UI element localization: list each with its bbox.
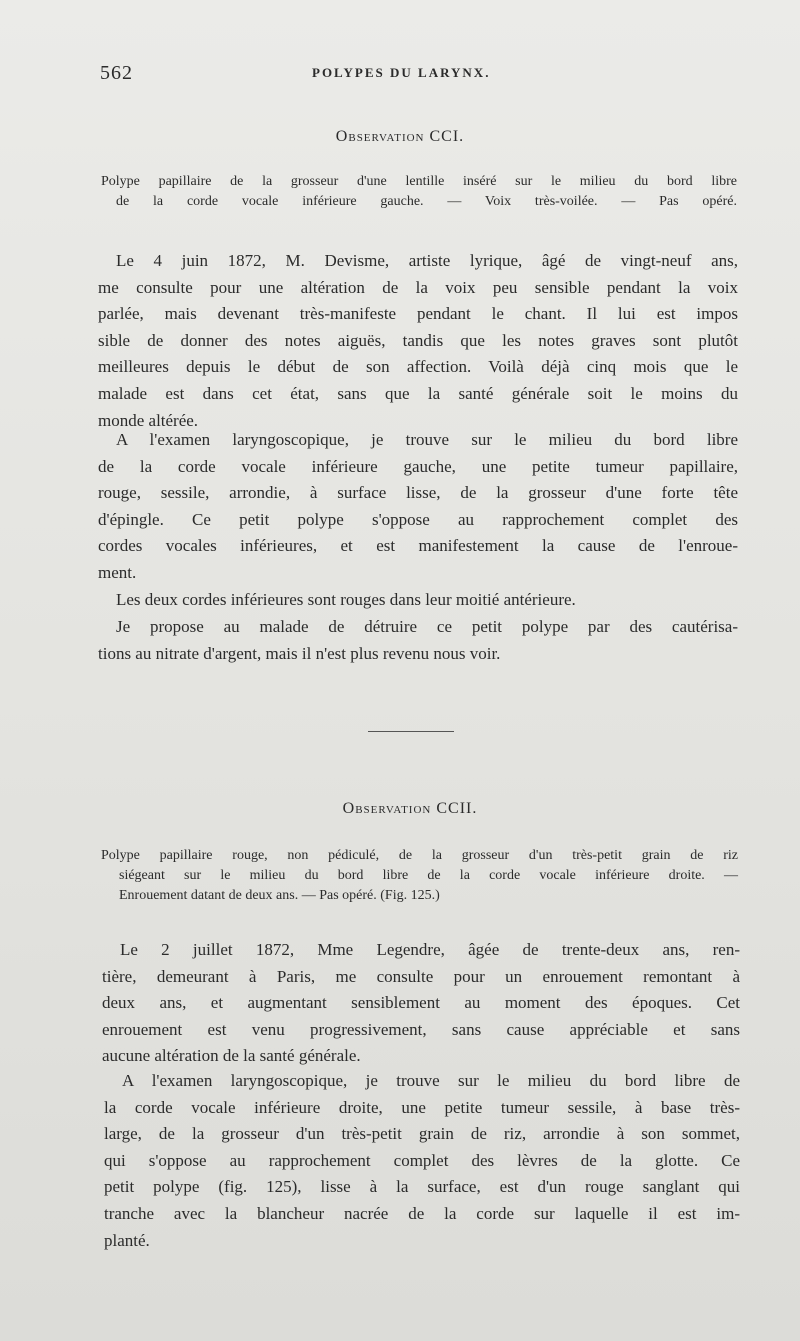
page-number: 562 <box>100 62 133 84</box>
text-line: qui s'oppose au rapprochement complet des lèvres de la glotte. Ce <box>104 1150 740 1170</box>
summary-line: Enrouement datant de deux ans. — Pas opéré. (Fig. 125.) <box>119 888 440 903</box>
text-line: ment. <box>98 562 137 582</box>
text-line: Le 2 juillet 1872, Mme Legendre, âgée de trente-deux ans, ren- <box>120 940 740 959</box>
summary-line: Polype papillaire de la grosseur d'une lentille inséré sur le milieu du bord libre <box>101 174 737 189</box>
text-line: tière, demeurant à Paris, me consulte pour un enrouement remontant à <box>102 966 740 986</box>
text-line: cordes vocales inférieures, et est manifestement la cause de l'enroue- <box>98 536 738 556</box>
section-separator <box>368 731 454 732</box>
text-line: aucune altération de la santé générale. <box>102 1046 361 1066</box>
text-line: Les deux cordes inférieures sont rouges dans leur moitié antérieure. <box>116 590 576 609</box>
text-line: d'épingle. Ce petit polype s'oppose au rapprochement complet des <box>98 509 738 529</box>
text-line: de la corde vocale inférieure gauche, une petite tumeur papillaire, <box>98 456 738 476</box>
text-line: A l'examen laryngoscopique, je trouve sur le milieu du bord libre <box>116 430 738 449</box>
summary-line: siégeant sur le milieu du bord libre de la corde vocale inférieure droite. — <box>119 868 738 883</box>
text-line: tions au nitrate d'argent, mais il n'est plus revenu nous voir. <box>98 643 501 663</box>
running-head <box>100 62 740 90</box>
summary-line: Polype papillaire rouge, non pédiculé, de la grosseur d'un très-petit grain de riz <box>101 848 738 863</box>
text-line: deux ans, et augmentant sensiblement au moment des époques. Cet <box>102 993 740 1013</box>
observation-202-title: Observation CCII. <box>342 800 478 817</box>
observation-202-paragraph-2 <box>104 1068 740 1254</box>
text-line: petit polype (fig. 125), lisse à la surface, est d'un rouge sanglant qui <box>104 1177 740 1197</box>
text-line: rouge, sessile, arrondie, à surface lisse, de la grosseur d'une forte tête <box>98 483 738 503</box>
text-line: malade est dans cet état, sans que la santé générale soit le moins du <box>98 383 738 403</box>
text-line: Je propose au malade de détruire ce petit polype par des cautérisa- <box>116 617 738 636</box>
text-line: la corde vocale inférieure droite, une petite tumeur sessile, à base très- <box>104 1097 740 1117</box>
text-line: monde altérée. <box>98 410 199 430</box>
text-line: sible de donner des notes aiguës, tandis que les notes graves sont plutôt <box>98 330 738 350</box>
text-line: planté. <box>104 1230 150 1250</box>
text-line: tranche avec la blancheur nacrée de la corde sur laquelle il est im- <box>104 1203 740 1223</box>
observation-201-paragraph-4 <box>98 614 738 667</box>
text-line: meilleures depuis le début de son affection. Voilà déjà cinq mois que le <box>98 357 738 377</box>
observation-201-paragraph-2 <box>98 427 738 587</box>
observation-201-paragraph-3 <box>98 587 738 614</box>
text-line: enrouement est venu progressivement, sans cause appréciable et sans <box>102 1019 740 1039</box>
observation-201-paragraph-1 <box>98 248 738 434</box>
running-title: POLYPES DU LARYNX. <box>312 65 491 80</box>
summary-line: de la corde vocale inférieure gauche. — Voix très-voilée. — Pas opéré. <box>116 194 737 209</box>
text-line: A l'examen laryngoscopique, je trouve sur le milieu du bord libre de <box>122 1071 740 1090</box>
text-line: large, de la grosseur d'un très-petit grain de riz, arrondie à son sommet, <box>104 1124 740 1144</box>
observation-201-summary <box>101 172 737 212</box>
text-line: Le 4 juin 1872, M. Devisme, artiste lyrique, âgé de vingt-neuf ans, <box>116 251 738 270</box>
observation-202-paragraph-1 <box>102 937 740 1070</box>
text-line: parlée, mais devenant très-manifeste pendant le chant. Il lui est impos <box>98 304 738 324</box>
observation-202-summary <box>101 846 738 906</box>
observation-201-title: Observation CCI. <box>335 128 465 145</box>
text-line: me consulte pour une altération de la voix peu sensible pendant la voix <box>98 277 738 297</box>
